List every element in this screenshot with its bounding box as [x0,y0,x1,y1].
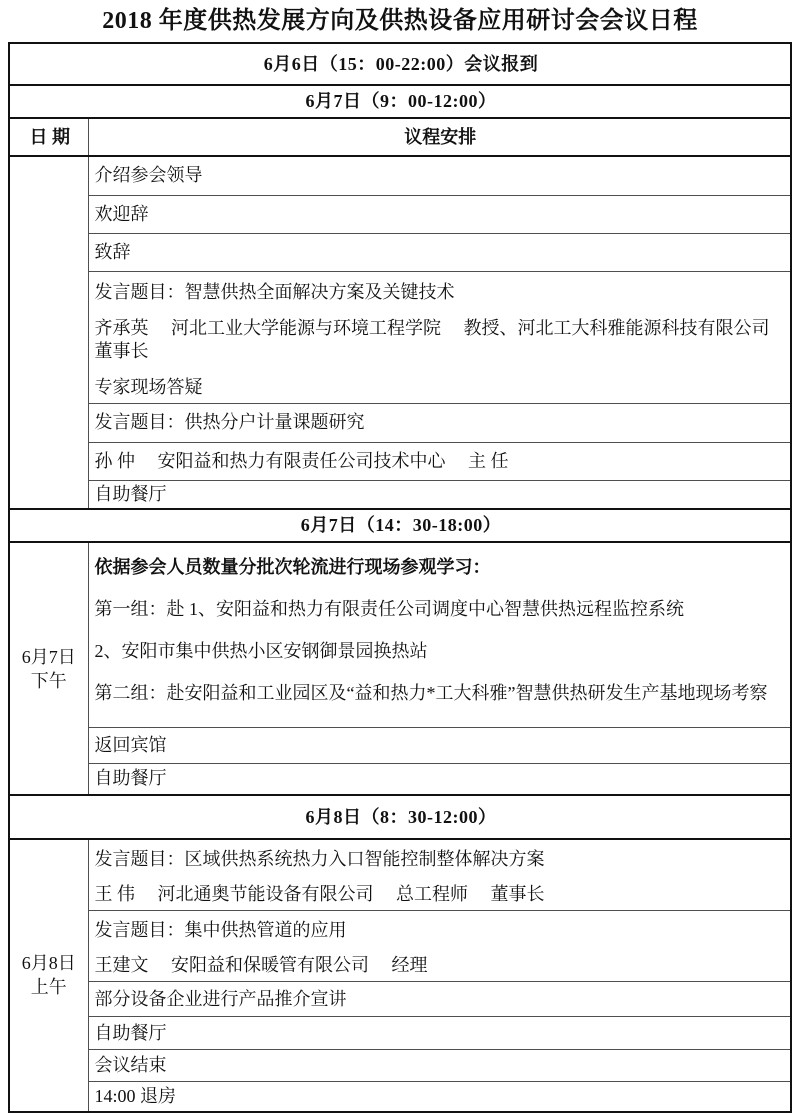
banner-jun8-am: 6月8日（8：30-12:00） [9,795,791,839]
talk1-speaker: 齐承英 河北工业大学能源与环境工程学院 教授、河北工大科雅能源科技有限公司董事长 [94,317,770,361]
agenda-table [8,42,792,1113]
table-row [9,839,791,911]
agenda-item-speech: 致辞 [88,233,791,271]
agenda-item-promo: 部分设备企业进行产品推介宣讲 [88,982,791,1017]
date-line-2: 上午 [30,977,67,998]
table-row [9,1050,791,1082]
visit-group1-line1: 第一组：赴 1、安阳益和热力有限责任公司调度中心智慧供热远程监控系统 [94,599,684,619]
table-row [9,156,791,195]
agenda-item-return-hotel: 返回宾馆 [88,727,791,763]
agenda-item-dinner-jun7: 自助餐厅 [88,763,791,795]
agenda-item-talk2-speaker: 孙 仲 安阳益和热力有限责任公司技术中心 主 任 [88,442,791,480]
agenda-item-talk2-title: 发言题目：供热分户计量课题研究 [88,403,791,442]
table-row [9,271,791,403]
column-header-date: 日 期 [9,118,88,156]
table-row [9,542,791,727]
table-row [9,727,791,763]
agenda-item-checkout: 14:00 退房 [88,1082,791,1112]
agenda-item-lunch-jun7: 自助餐厅 [88,480,791,509]
visit-intro: 依据参会人员数量分批次轮流进行现场参观学习： [94,557,491,577]
agenda-item-site-visit-block [88,542,791,727]
date-line-2: 下午 [30,670,67,691]
date-line-1: 6月8日 [21,953,76,974]
table-row [9,195,791,233]
banner-jun7-am: 6月7日（9：00-12:00） [9,85,791,118]
table-row [9,442,791,480]
date-line-1: 6月7日 [21,646,76,667]
table-row [9,403,791,442]
table-row [9,1082,791,1112]
agenda-item-welcome: 欢迎辞 [88,195,791,233]
agenda-item-intro-leaders: 介绍参会领导 [88,156,791,195]
banner-jun6: 6月6日（15：00-22:00）会议报到 [9,43,791,85]
banner-row-jun7-am [9,85,791,118]
talk4-speaker: 王建文 安阳益和保暖管有限公司 经理 [94,955,428,975]
banner-row-jun6 [9,43,791,85]
banner-row-jun8-am [9,795,791,839]
table-row [9,480,791,509]
table-row [9,763,791,795]
talk3-title: 发言题目：区域供热系统热力入口智能控制整体解决方案 [94,849,545,869]
column-header-row [9,118,791,156]
visit-group1-line2: 2、安阳市集中供热小区安钢御景园换热站 [94,641,428,661]
talk4-title: 发言题目：集中供热管道的应用 [94,920,347,940]
talk3-speaker: 王 伟 河北通奥节能设备有限公司 总工程师 董事长 [94,884,545,904]
agenda-item-lunch-jun8: 自助餐厅 [88,1017,791,1050]
banner-row-jun7-pm [9,509,791,542]
column-header-agenda: 议程安排 [88,118,791,156]
talk1-qa: 专家现场答疑 [94,376,203,397]
table-row [9,1017,791,1050]
agenda-item-end: 会议结束 [88,1050,791,1082]
table-row [9,982,791,1017]
agenda-item-talk1-block [88,271,791,403]
agenda-item-talk4-block [88,911,791,982]
talk1-title: 发言题目：智慧供热全面解决方案及关键技术 [94,281,455,302]
table-row [9,233,791,271]
date-cell-jun8-am [9,839,88,1112]
visit-group2: 第二组：赴安阳益和工业园区及“益和热力*工大科雅”智慧供热研发生产基地现场考察 [94,683,768,703]
agenda-item-talk3-block [88,839,791,911]
page-title: 2018 年度供热发展方向及供热设备应用研讨会会议日程 [102,8,698,34]
banner-jun7-pm: 6月7日（14：30-18:00） [9,509,791,542]
table-row [9,911,791,982]
date-cell-jun7-pm [9,542,88,795]
date-cell-jun7-am [9,156,88,509]
